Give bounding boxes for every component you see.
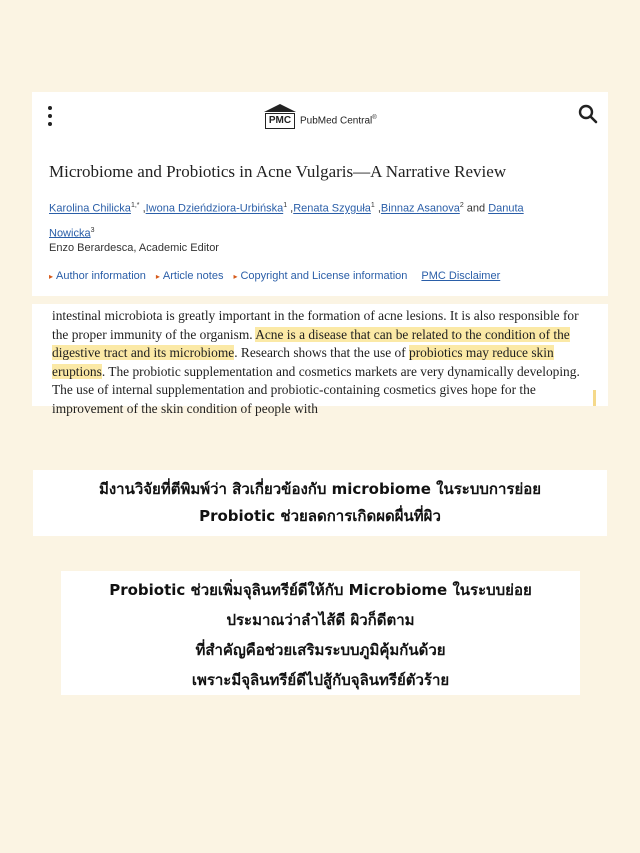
highlight-acne-digestive: Acne is a disease that can be related to the condition of the digestive tract and its microbiome	[52, 326, 570, 361]
triangle-right-icon: ▸	[155, 272, 160, 281]
pmc-logo-mark	[264, 104, 296, 130]
caption-line: ที่สำคัญคือช่วยเสริมระบบภูมิคุ้มกันด้วย	[195, 641, 446, 659]
affiliation-number: 3	[90, 226, 95, 234]
author-link[interactable]: Binnaz Asanova	[380, 202, 460, 215]
highlight-probiotics: probiotics may reduce skin eruptions	[52, 345, 554, 379]
logo-reg: ®	[372, 114, 377, 121]
article-header-card	[32, 92, 608, 296]
author-link[interactable]: Danuta Nowicka	[49, 202, 524, 240]
highlight-marker	[593, 390, 596, 406]
caption-research-summary	[33, 470, 607, 536]
author-link[interactable]: Iwona Dzieńdziora-Urbińska	[145, 202, 284, 215]
author-list: Karolina Chilicka$^{1,*}$ ,Iwona Dzieńdziora-Urbińska$^1$ ,Renata Szyguła$^1$ ,Binnaz Asanova$^2$ and Danuta Nowicka$^3$	[49, 202, 524, 240]
article-excerpt	[32, 304, 608, 416]
triangle-right-icon: ▸	[49, 272, 54, 281]
author-information-link[interactable]: ▸ Author information	[49, 270, 146, 282]
caption-line: ประมาณว่าลำไส้ดี ผิวก็ดีตาม	[226, 611, 415, 629]
search-icon[interactable]	[578, 104, 598, 124]
affiliation-number: 1	[283, 202, 288, 209]
article-title: Microbiome and Probiotics in Acne Vulgaris—A Narrative Review	[49, 162, 507, 181]
academic-editor: Enzo Berardesca, Academic Editor	[49, 242, 219, 254]
caption-probiotic-benefits	[61, 571, 580, 695]
pmc-disclaimer-link[interactable]: PMC Disclaimer	[421, 270, 501, 282]
caption-line: เพราะมีจุลินทรีย์ดีไปสู้กับจุลินทรีย์ตัวร้าย	[191, 671, 450, 689]
affiliation-number: 1	[370, 202, 375, 209]
pmc-logo[interactable]	[264, 102, 377, 130]
triangle-right-icon: ▸	[233, 272, 238, 281]
kebab-menu-icon[interactable]	[46, 106, 54, 126]
affiliation-number: 2	[459, 202, 464, 209]
author-separator	[140, 203, 143, 215]
caption-line: Probiotic ช่วยเพิ่มจุลินทรีย์ดีให้กับ Microbiome ในระบบย่อย	[109, 581, 532, 599]
excerpt-paragraph: intestinal microbiota is greatly important in the formation of acne lesions. It is also responsible for the proper immunity of the organism. Acne is a disease that can be related to the condition of the digestive tract and its microbiome. Research shows that the use of probiotics may reduce skin eruptions. The probiotic supplementation and cosmetics markets are very dynamically developing. The use of internal supplementation and probiotic-containing cosmetics gives hope for the improvement of the skin condition of people with	[52, 308, 580, 416]
caption-line: มีงานวิจัยที่ตีพิมพ์ว่า สิวเกี่ยวข้องกับ microbiome ในระบบการย่อย	[98, 480, 542, 498]
article-links	[49, 270, 500, 282]
affiliation-number: 1,*	[130, 202, 140, 209]
article-notes-link[interactable]: ▸ Article notes	[155, 270, 224, 282]
logo-abbr: PMC	[265, 113, 295, 129]
author-separator	[287, 203, 290, 215]
author-link[interactable]: Renata Szyguła	[293, 202, 371, 215]
author-separator	[375, 203, 378, 215]
author-link[interactable]: Karolina Chilicka	[49, 202, 131, 215]
caption-line: Probiotic ช่วยลดการเกิดผดผื่นที่ผิว	[199, 507, 441, 525]
logo-name: PubMed Central	[300, 115, 373, 126]
copyright-license-link[interactable]: ▸ Copyright and License information	[233, 270, 408, 282]
author-separator: and	[463, 202, 489, 215]
